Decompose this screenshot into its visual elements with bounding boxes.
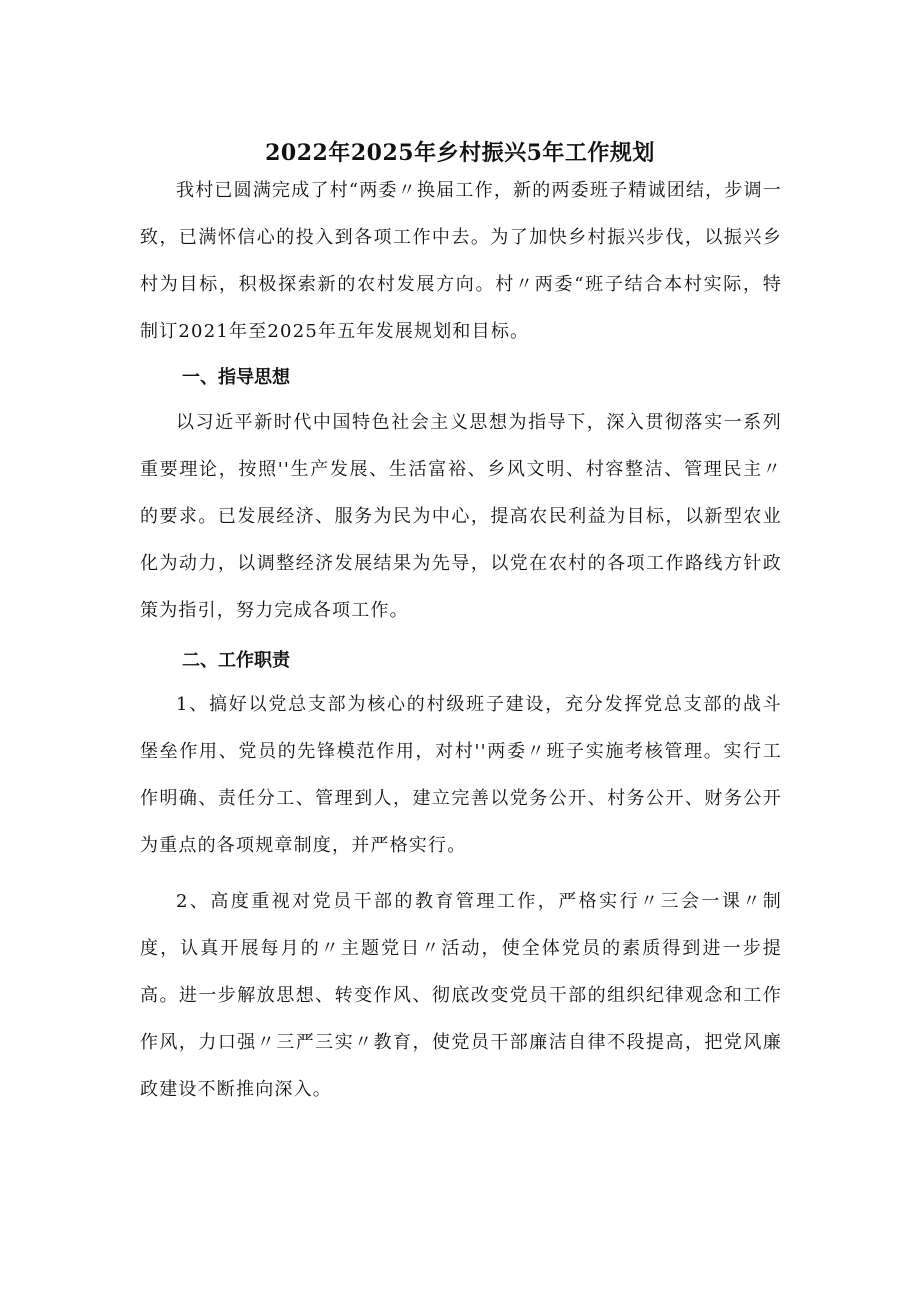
duty-paragraph-2: 2、高度重视对党员干部的教育管理工作，严格实行〃三会一课〃制度，认真开展每月的〃主题党日〃活动，使全体党员的素质得到进一步提高。进一步解放思想、转变作风、彻底改变党员干部的组织纪律观念和工作作风，力口强〃三严三实〃教育，使党员干部廉洁自律不段提高，把党风廉政建设不断推向深入。 [140, 891, 782, 1100]
guiding-thought-paragraph: 以习近平新时代中国特色社会主义思想为指导下，深入贯彻落实一系列重要理论，按照''生产发展、生活富裕、乡风文明、村容整洁、管理民主〃的要求。已发展经济、服务为民为中心，提高农民利益为目标，以新型农业化为动力，以调整经济发展结果为先导，以党在农村的各项工作路线方针政策为指引，努力完成各项工作。 [140, 412, 782, 621]
section-heading-guiding-thought: 一、指导思想 [182, 367, 290, 388]
document-title: 2022年2025年乡村振兴5年工作规划 [265, 139, 655, 166]
section-heading-duties: 二、工作职责 [182, 650, 290, 671]
intro-paragraph: 我村已圆满完成了村“两委〃换届工作，新的两委班子精诚团结，步调一致，已满怀信心的投入到各项工作中去。为了加快乡村振兴步伐，以振兴乡村为目标，积极探索新的农村发展方向。村〃两委“班子结合本村实际，特制订2021年至2025年五年发展规划和目标。 [140, 180, 782, 342]
duty-paragraph-1: 1、搞好以党总支部为核心的村级班子建设，充分发挥党总支部的战斗堡垒作用、党员的先锋模范作用，对村''两委〃班子实施考核管理。实行工作明确、责任分工、管理到人，建立完善以党务公开、村务公开、财务公开为重点的各项规章制度，并严格实行。 [140, 694, 782, 856]
